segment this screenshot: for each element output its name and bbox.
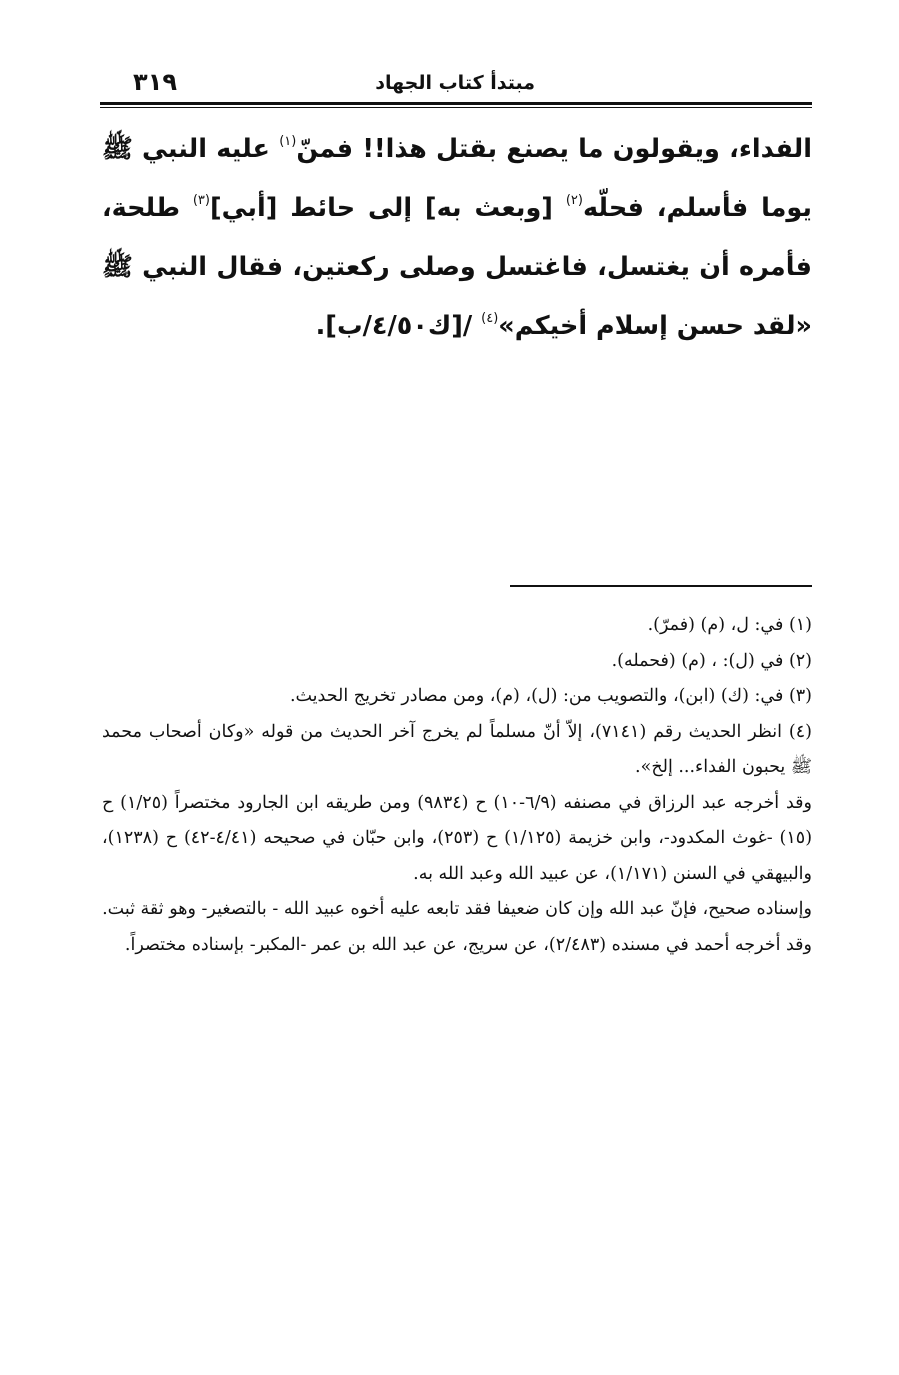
footnote-number: (١): [788, 615, 812, 635]
main-text-segment: طلحة، فأمره أن يغتسل، فاغتسل وصلى ركعتين، فقال النبي ﷺ «لقد حسن إسلام أخيكم»: [102, 193, 812, 341]
main-text: [102, 120, 812, 356]
footnote-number: (٣): [788, 686, 812, 706]
footnote-text: في (ل): ، (م) (فحمله).: [611, 650, 784, 671]
footnote-ref: (١): [279, 134, 297, 149]
footnote: [102, 679, 812, 715]
footnote-number: (٢): [788, 650, 812, 671]
page-number: ٣١٩: [133, 68, 177, 96]
footnote-paragraph: وقد أخرجه أحمد في مسنده (٢/٤٨٣)، عن سريج، عن عبد الله بن عمر -المكبر- بإسناده مختصراً.: [124, 934, 812, 955]
footnote: [102, 608, 812, 644]
footnote-separator: [510, 585, 812, 587]
header-rule: [100, 102, 812, 108]
footnote-number: (٤): [788, 721, 812, 742]
footnote-ref: (٢): [565, 193, 583, 208]
footnote-paragraph: وقد أخرجه عبد الرزاق في مصنفه (٦/٩-١٠) ح (٩٨٣٤) ومن طريقه ابن الجارود مختصراً (١/٢٥) ح (١٥) -غوث المكدود-، وابن خزيمة (١/١٢٥) ح (٢٥٣)، وابن حبّان في صحيحه (٤/٤١-٤٢) ح (١٢٣٨)، والبيهقي في السنن (١/١٧١)، عن عبيد الله وعبد الله به.: [102, 792, 813, 884]
main-text-segment: عليه النبي ﷺ يوما فأسلم، فحلّه: [102, 134, 812, 223]
footnote: [102, 715, 812, 786]
footnote-text: في: (ك) (ابن)، والتصويب من: (ل)، (م)، ومن مصادر تخريج الحديث.: [289, 686, 784, 706]
footnote-text: انظر الحديث رقم (٧١٤١)، إلاّ أنّ مسلماً لم يخرج آخر الحديث من قوله «وكان أصحاب محمد ﷺ يحبون الفداء... إلخ».: [102, 721, 812, 777]
footnote-text: في: ل، (م) (فمرّ).: [647, 615, 784, 635]
main-text-segment: الفداء، ويقولون ما يصنع بقتل هذا!! فمنّ: [296, 134, 812, 164]
footnote-ref: (٣): [192, 193, 210, 208]
page-header: [100, 68, 815, 102]
main-text-segment: /[ك٤/٥٠/ب].: [315, 311, 482, 341]
footnotes: [102, 608, 812, 963]
main-text-segment: [وبعث به] إلى حائط [أبي]: [209, 193, 566, 223]
footnote-paragraph: وإسناده صحيح، فإنّ عبد الله وإن كان ضعيفا فقد تابعه عليه أخوه عبيد الله - بالتصغير- وهو ثقة ثبت.: [102, 899, 812, 919]
footnote-ref: (٤): [481, 311, 499, 326]
running-title: مبتدأ كتاب الجهاد: [375, 72, 535, 94]
footnote: [102, 644, 812, 680]
